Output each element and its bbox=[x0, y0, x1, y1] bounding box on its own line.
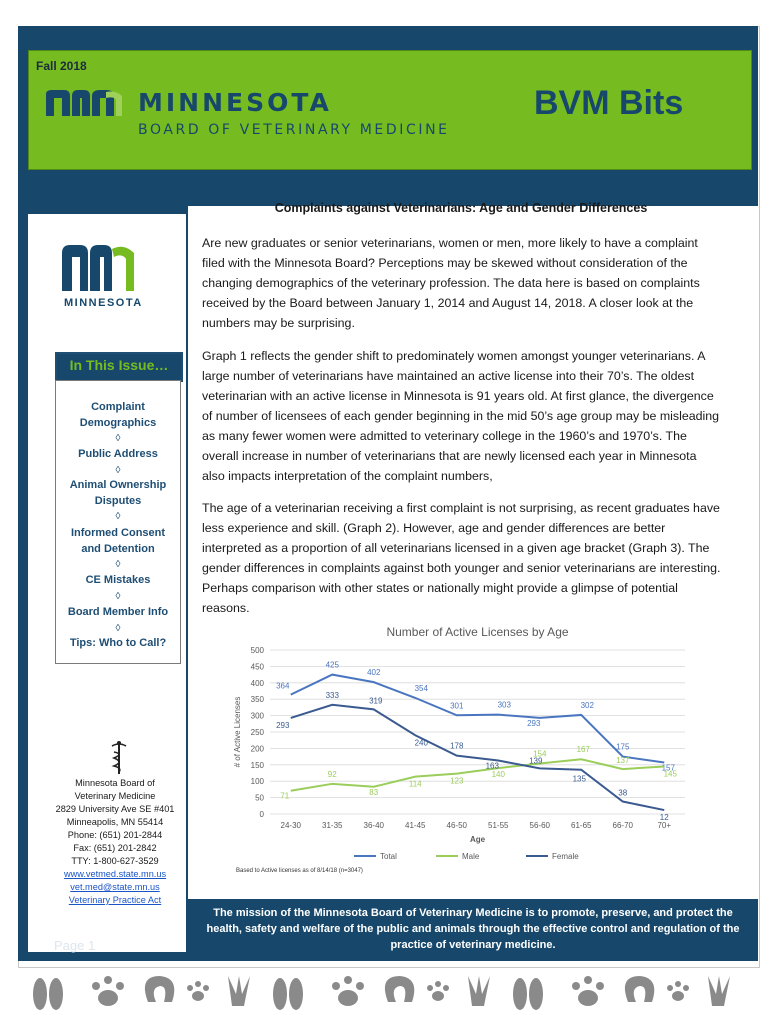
contact-org-line2: Veterinary Medicine bbox=[74, 791, 156, 801]
y-tick-label: 400 bbox=[250, 678, 264, 688]
data-label: 302 bbox=[580, 700, 594, 710]
animal-tracks-icon bbox=[18, 966, 758, 1018]
mission-statement bbox=[188, 899, 758, 961]
article-paragraph-2: Graph 1 reflects the gender shift to predominately women amongst younger veterinarians. A large number of veterinarians have maintained an active license into their 70’s. The oldest veterinarian with an active license in Minnesota is 91 years old. At first glance, the divergence of number of licensees of each gender beginning in the mid 50’s age group may be misleading as many fewer women were admitted to veterinary college in the 1960’s and 1970’s. The overall increase in number of veterinarians that are newly licensed each year in Minnesota also impacts interpretation of the complaint numbers, bbox=[202, 349, 720, 483]
data-label: 135 bbox=[572, 774, 586, 784]
toc-item-label: CE Mistakes bbox=[85, 574, 151, 586]
in-this-issue-header bbox=[55, 352, 183, 382]
sidebar-logo-word: MINNESOTA bbox=[64, 297, 143, 309]
toc-item-public-address[interactable] bbox=[56, 447, 180, 463]
toc-item-tips-who-to-call[interactable] bbox=[56, 636, 180, 652]
data-label: 301 bbox=[450, 701, 464, 711]
data-label: 319 bbox=[369, 696, 383, 706]
toc-item-label: Animal Ownership bbox=[69, 479, 167, 491]
issue-date: Fall 2018 bbox=[36, 59, 87, 73]
y-tick-label: 150 bbox=[250, 760, 264, 770]
y-tick-label: 350 bbox=[250, 695, 264, 705]
data-label: 139 bbox=[529, 756, 543, 766]
caduceus-icon bbox=[108, 740, 130, 776]
data-label: 83 bbox=[369, 787, 379, 797]
contact-org-line1: Minnesota Board of bbox=[75, 778, 155, 788]
x-tick-label: 70+ bbox=[657, 821, 672, 830]
toc-item-label: Informed Consent bbox=[70, 527, 166, 539]
data-label: 137 bbox=[616, 756, 630, 766]
toc-separator: ◊ bbox=[115, 623, 121, 634]
legend-label: Female bbox=[552, 852, 579, 861]
toc-item-label: Demographics bbox=[79, 416, 157, 429]
data-label: 157 bbox=[661, 763, 675, 773]
toc-separator: ◊ bbox=[115, 465, 121, 476]
data-label: 293 bbox=[276, 720, 290, 730]
active-licenses-chart bbox=[200, 622, 710, 884]
page-number: Page 1 bbox=[54, 938, 96, 953]
y-tick-label: 0 bbox=[259, 810, 264, 819]
email-link[interactable]: vet.med@state.mn.us bbox=[70, 882, 160, 892]
legend-label: Total bbox=[380, 852, 397, 861]
x-tick-label: 24-30 bbox=[280, 821, 301, 830]
data-label: 154 bbox=[533, 749, 547, 759]
in-this-issue-label: In This Issue… bbox=[69, 357, 169, 373]
mission-text: The mission of the Minnesota Board of Veterinary Medicine is to promote, preserve, and protect the health, safety and welfare of the public and animals through the effective control and regulation of the practice of veterinary medicine. bbox=[206, 907, 740, 951]
mn-logo-icon bbox=[44, 88, 126, 118]
legend-label: Male bbox=[462, 852, 480, 861]
toc-item-animal-ownership[interactable] bbox=[56, 478, 180, 509]
x-axis-label: Age bbox=[469, 835, 486, 844]
mn-logo-icon bbox=[60, 243, 140, 293]
toc-item-label: Board Member Info bbox=[67, 606, 169, 618]
toc-item-ce-mistakes[interactable] bbox=[56, 573, 180, 589]
data-label: 178 bbox=[450, 741, 464, 751]
data-label: 123 bbox=[450, 776, 464, 786]
contact-phone: Phone: (651) 201-2844 bbox=[67, 830, 163, 840]
toc-separator: ◊ bbox=[115, 511, 121, 522]
x-tick-label: 61-65 bbox=[571, 821, 592, 830]
contact-fax: Fax: (651) 201-2842 bbox=[73, 843, 157, 853]
x-tick-label: 31-35 bbox=[322, 821, 343, 830]
series-line-male bbox=[291, 759, 665, 790]
x-tick-label: 56-60 bbox=[529, 821, 550, 830]
data-label: 293 bbox=[527, 718, 541, 728]
website-link[interactable]: www.vetmed.state.mn.us bbox=[63, 869, 167, 879]
article-paragraph-3: The age of a veterinarian receiving a first complaint is not surprising, as recent graduates have less experience and skill. (Graph 2). However, age and gender differences are better interpreted as a proportion of all veterinarians licensed in a given age bracket (Graph 3). The gender differences in complaints against both younger and senior veterinarians are interesting. Perhaps comparison with other states or nationally might provide a glimpse of potential reasons. bbox=[202, 501, 721, 615]
y-tick-label: 200 bbox=[250, 744, 264, 754]
data-label: 12 bbox=[659, 813, 669, 823]
newsletter-title: BVM Bits bbox=[534, 84, 684, 122]
data-label: 114 bbox=[408, 779, 422, 789]
contact-tty: TTY: 1-800-627-3529 bbox=[71, 856, 159, 866]
y-tick-label: 50 bbox=[255, 793, 264, 803]
y-tick-label: 250 bbox=[250, 728, 264, 737]
x-tick-label: 51-55 bbox=[488, 821, 509, 830]
data-label: 163 bbox=[485, 761, 499, 771]
article-paragraph-1: Are new graduates or senior veterinarians, women or men, more likely to have a complaint filed with the Minnesota Board? Perceptions may be skewed without consideration of the changing demographics of the veterinary profession. The data here is based on complaints received by the Board between January 1, 2014 and August 14, 2018. A closer look at the numbers may be surprising. bbox=[202, 236, 700, 330]
toc-separator: ◊ bbox=[115, 559, 121, 570]
article-title: Complaints against Veterinarians: Age and Gender Differences bbox=[274, 201, 648, 215]
chart-footnote: Based to Active licenses as of 8/14/18 (n=3047) bbox=[236, 868, 363, 874]
data-label: 402 bbox=[367, 668, 381, 678]
org-name: MINNESOTA bbox=[138, 88, 332, 117]
table-of-contents bbox=[55, 380, 181, 664]
data-label: 425 bbox=[325, 660, 339, 670]
toc-item-label: Disputes bbox=[94, 494, 142, 507]
data-label: 92 bbox=[327, 769, 337, 779]
chart-title: Number of Active Licenses by Age bbox=[386, 625, 569, 639]
data-label: 175 bbox=[616, 742, 630, 752]
toc-item-label: and Detention bbox=[81, 542, 155, 555]
data-label: 333 bbox=[325, 690, 339, 700]
data-label: 354 bbox=[414, 683, 428, 693]
data-label: 140 bbox=[491, 770, 505, 780]
x-tick-label: 46-50 bbox=[446, 821, 467, 830]
x-tick-label: 41-45 bbox=[405, 821, 426, 830]
toc-item-informed-consent[interactable] bbox=[56, 526, 180, 557]
toc-item-board-member-info[interactable] bbox=[56, 605, 180, 621]
y-tick-label: 300 bbox=[250, 711, 264, 721]
toc-item-label: Tips: Who to Call? bbox=[69, 637, 167, 649]
x-tick-label: 66-70 bbox=[612, 821, 633, 830]
x-tick-label: 36-40 bbox=[363, 821, 384, 830]
y-tick-label: 100 bbox=[250, 777, 264, 787]
toc-item-complaint-demographics[interactable] bbox=[56, 400, 180, 431]
data-label: 71 bbox=[280, 791, 290, 801]
y-axis-label: # of Active Licenses bbox=[233, 696, 242, 768]
contact-street: 2829 University Ave SE #401 bbox=[55, 804, 175, 814]
toc-separator: ◊ bbox=[115, 591, 121, 602]
data-label: 167 bbox=[576, 745, 590, 755]
data-label: 303 bbox=[497, 700, 511, 710]
toc-item-label: Public Address bbox=[78, 448, 158, 460]
y-tick-label: 500 bbox=[250, 646, 264, 655]
data-label: 38 bbox=[618, 788, 628, 798]
practice-act-link[interactable]: Veterinary Practice Act bbox=[68, 895, 162, 905]
org-subtitle: BOARD OF VETERINARY MEDICINE bbox=[138, 122, 450, 138]
contact-city: Minneapolis, MN 55414 bbox=[66, 817, 164, 827]
data-label: 364 bbox=[276, 681, 290, 691]
data-label: 240 bbox=[414, 738, 428, 748]
y-tick-label: 450 bbox=[250, 662, 264, 672]
series-line-female bbox=[291, 705, 665, 810]
toc-item-label: Complaint bbox=[91, 401, 145, 413]
toc-separator: ◊ bbox=[115, 433, 121, 444]
data-label: 145 bbox=[663, 769, 677, 779]
